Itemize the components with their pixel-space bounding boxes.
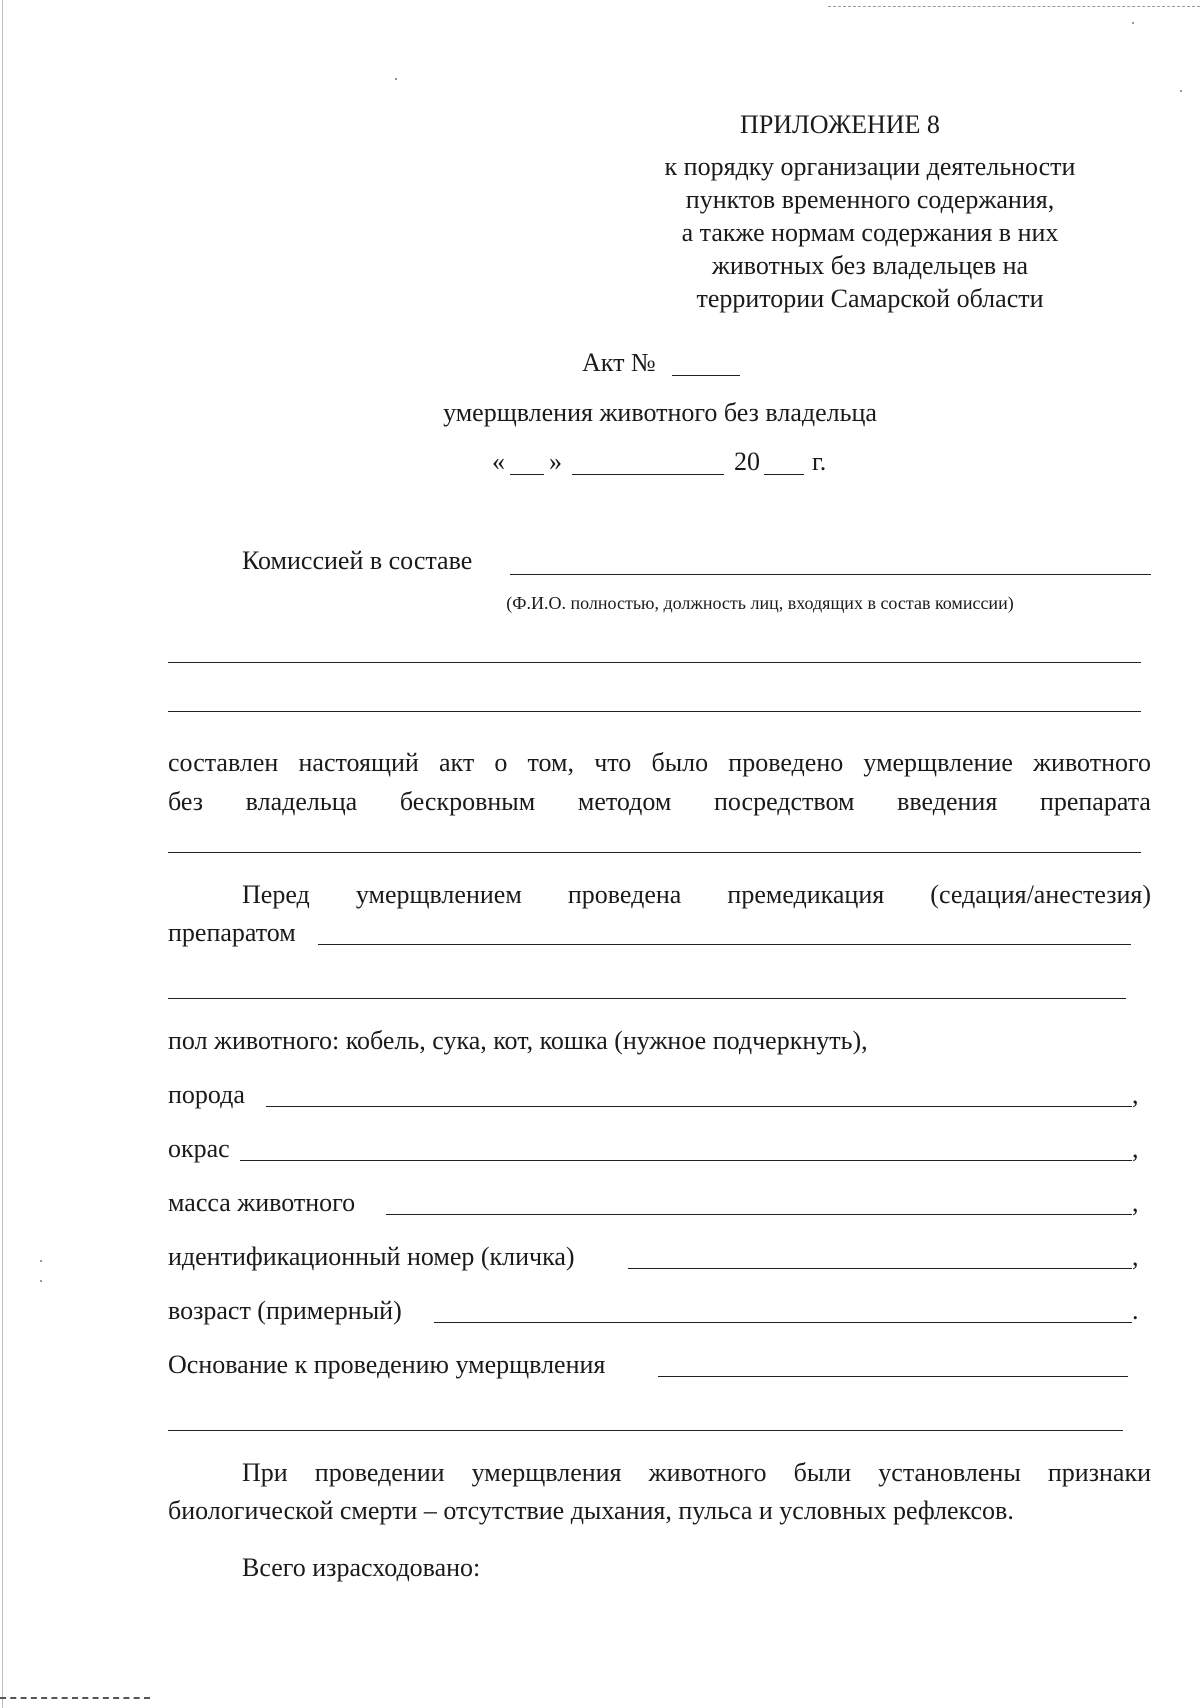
field-weight-label: масса животного (168, 1188, 356, 1217)
scan-speck (395, 78, 397, 80)
appendix-line-1: к порядку организации деятельности (664, 152, 1076, 181)
basis-blank (658, 1376, 1128, 1377)
scan-edge-line (2, 0, 3, 1708)
word: методом (577, 787, 672, 816)
paragraph-act-line-1: составлен настоящий акт о том, что было проведено умерщвление животного (168, 748, 1151, 777)
drug-blank (168, 852, 1141, 853)
act-number-blank (672, 375, 740, 376)
word: (седация/анестезия) (930, 880, 1151, 909)
field-id-label: идентификационный номер (кличка) (168, 1242, 575, 1271)
act-number-label: Акт № (582, 348, 656, 377)
field-age-label: возраст (примерный) (168, 1296, 402, 1325)
date-month-blank (572, 474, 724, 475)
commission-extra-line-1 (168, 662, 1141, 663)
scan-bottom-line (0, 1697, 150, 1699)
word: премедикация (727, 880, 885, 909)
word: умерщвлением (355, 880, 522, 909)
field-breed-blank (266, 1106, 1132, 1107)
field-age-end: . (1132, 1296, 1139, 1325)
paragraph-premedication-line-1 (242, 880, 1151, 910)
date-year-suffix: г. (812, 447, 827, 476)
word: проведена (567, 880, 682, 909)
scan-speck (40, 1280, 42, 1282)
field-weight-end: , (1132, 1188, 1139, 1217)
field-color-label: окрас (168, 1134, 230, 1163)
appendix-title: ПРИЛОЖЕНИЕ 8 (740, 110, 940, 139)
date-close-quote: » (549, 447, 562, 476)
paragraph-act-line-2 (168, 787, 1151, 817)
word: Перед (242, 880, 310, 909)
act-subtitle: умерщвления животного без владельца (443, 398, 877, 427)
word: бескровным (399, 787, 536, 816)
scan-top-line (828, 6, 1200, 7)
scan-speck (40, 1260, 42, 1262)
word: введения (897, 787, 998, 816)
basis-label: Основание к проведению умерщвления (168, 1350, 606, 1379)
scan-speck (1180, 90, 1182, 92)
animal-sex-line: пол животного: кобель, сука, кот, кошка (нужное подчеркнуть), (168, 1026, 868, 1055)
field-weight-blank (386, 1214, 1132, 1215)
premedication-extra-line (168, 998, 1126, 999)
field-breed-label: порода (168, 1080, 245, 1109)
appendix-line-2: пунктов временного содержания, (685, 185, 1055, 214)
commission-extra-line-2 (168, 711, 1141, 712)
field-breed-end: , (1132, 1080, 1139, 1109)
field-color-blank (240, 1160, 1132, 1161)
word: владельца (245, 787, 358, 816)
appendix-line-5: территории Самарской области (696, 284, 1044, 313)
appendix-line-3: а также нормам содержания в них (681, 218, 1059, 247)
date-year-prefix: 20 (734, 447, 760, 476)
date-open-quote: « (492, 447, 505, 476)
death-signs-line-1: При проведении умерщвления животного были установлены признаки (242, 1458, 1151, 1487)
word: без (168, 787, 204, 816)
date-day-blank (510, 474, 544, 475)
field-id-blank (628, 1268, 1132, 1269)
field-age-blank (434, 1322, 1132, 1323)
appendix-line-4: животных без владельцев на (711, 251, 1029, 280)
premedication-drug-blank (318, 944, 1131, 945)
commission-hint: (Ф.И.О. полностью, должность лиц, входящих в состав комиссии) (506, 593, 1014, 613)
field-id-end: , (1132, 1242, 1139, 1271)
field-color-end: , (1132, 1134, 1139, 1163)
commission-label: Комиссией в составе (242, 546, 473, 575)
premedication-drug-label: препаратом (168, 918, 296, 947)
spent-label: Всего израсходовано: (242, 1553, 481, 1582)
death-signs-line-2: биологической смерти – отсутствие дыхания, пульса и условных рефлексов. (168, 1496, 1014, 1525)
scan-speck (1132, 22, 1134, 24)
commission-blank (510, 574, 1151, 575)
word: посредством (713, 787, 855, 816)
date-year-blank (764, 474, 804, 475)
basis-extra-line (168, 1430, 1123, 1431)
word: препарата (1039, 787, 1151, 816)
